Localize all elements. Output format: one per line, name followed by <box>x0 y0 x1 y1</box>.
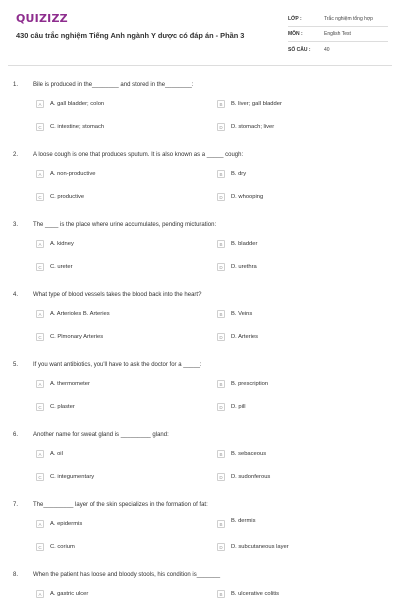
page-title: 430 câu trắc nghiệm Tiếng Anh ngành Y dược có đáp án - Phần 3 <box>16 31 245 40</box>
question-text: When the patient has loose and bloody stools, his condition is_______ <box>33 572 221 578</box>
option-letter-box: D <box>217 473 225 481</box>
option-text: B. prescription <box>231 381 269 387</box>
question-number: 8. <box>13 572 19 578</box>
answer-option-d[interactable] <box>217 123 274 131</box>
question-text: The ____ is the place where urine accumulates, pending micturation: <box>33 222 217 228</box>
quizizz-logo: QUIZIZZ <box>16 12 68 25</box>
question-text: What type of blood vessels takes the blood back into the heart? <box>33 292 202 298</box>
answer-option-a[interactable] <box>36 100 104 108</box>
option-text: C. Plmonary Arteries <box>50 334 104 340</box>
answer-option-a[interactable] <box>36 450 63 458</box>
option-text: D. subcutaneous layer <box>231 544 289 550</box>
worksheet-header <box>0 0 400 62</box>
meta-value: 40 <box>324 46 330 53</box>
option-text: A. thermometer <box>50 381 90 387</box>
option-text: A. oil <box>50 451 63 457</box>
answer-option-b[interactable] <box>217 450 266 458</box>
meta-value: Trắc nghiệm tổng hợp <box>324 16 373 22</box>
option-text: A. non-productive <box>50 171 96 177</box>
option-letter-box: C <box>36 403 44 411</box>
answer-option-c[interactable] <box>36 263 73 271</box>
option-letter-box: A <box>36 100 44 108</box>
question-number: 6. <box>13 432 19 438</box>
option-text: A. epidermis <box>50 521 83 527</box>
answer-option-a[interactable] <box>36 310 110 318</box>
meta-table <box>288 12 388 57</box>
option-text: C. productive <box>50 194 85 200</box>
option-letter-box: A <box>36 450 44 458</box>
question-text: Another name for sweat gland is _________ gland: <box>33 432 169 438</box>
option-text: A. Arterioles B. Arteries <box>50 311 110 317</box>
meta-row-subject <box>288 27 388 42</box>
option-letter-box: A <box>36 310 44 318</box>
answer-option-c[interactable] <box>36 473 94 481</box>
option-letter-box: A <box>36 240 44 248</box>
option-text: D. whooping <box>231 194 264 200</box>
question-text: The_________ layer of the skin specializes in the formation of fat: <box>33 502 208 508</box>
option-text: B. ulcerative colitis <box>231 591 280 597</box>
option-letter-box: C <box>36 473 44 481</box>
answer-option-b[interactable] <box>217 380 268 388</box>
option-text: B. sebaceous <box>231 451 267 457</box>
option-letter-box: D <box>217 333 225 341</box>
meta-label: LỚP : <box>288 16 302 22</box>
answer-option-b[interactable] <box>217 590 279 598</box>
answer-option-d[interactable] <box>217 543 289 551</box>
option-letter-box: B <box>217 170 225 178</box>
option-text: D. stomach; liver <box>231 124 275 130</box>
option-letter-box: B <box>217 520 225 528</box>
meta-label: MÔN : <box>288 31 303 37</box>
meta-row-count <box>288 42 388 57</box>
answer-option-b[interactable] <box>217 100 282 108</box>
answer-option-d[interactable] <box>217 473 270 481</box>
option-text: C. integumentary <box>50 474 95 480</box>
question-number: 3. <box>13 222 19 228</box>
answer-option-d[interactable] <box>217 333 258 341</box>
option-letter-box: B <box>217 380 225 388</box>
meta-row-class <box>288 12 388 27</box>
answer-option-b[interactable] <box>217 520 255 528</box>
question-text: A loose cough is one that produces sputum. It is also known as a _____ cough: <box>33 152 244 158</box>
answer-option-a[interactable] <box>36 380 90 388</box>
option-text: A. gall bladder; colon <box>50 101 105 107</box>
answer-option-c[interactable] <box>36 333 103 341</box>
option-text: B. dry <box>231 171 247 177</box>
option-text: C. intestine; stomach <box>50 124 105 130</box>
option-letter-box: D <box>217 403 225 411</box>
option-text: B. dermis <box>231 518 256 524</box>
option-text: D. Arteries <box>231 334 259 340</box>
answer-option-c[interactable] <box>36 123 104 131</box>
option-letter-box: B <box>217 240 225 248</box>
header-divider <box>8 65 392 66</box>
option-letter-box: C <box>36 333 44 341</box>
answer-option-d[interactable] <box>217 193 263 201</box>
answer-option-b[interactable] <box>217 310 252 318</box>
option-letter-box: B <box>217 310 225 318</box>
question-number: 5. <box>13 362 19 368</box>
option-text: B. Veins <box>231 311 253 317</box>
option-text: D. pill <box>231 404 246 410</box>
option-letter-box: A <box>36 520 44 528</box>
question-number: 1. <box>13 82 19 88</box>
option-letter-box: C <box>36 123 44 131</box>
answer-option-a[interactable] <box>36 520 82 528</box>
option-letter-box: B <box>217 590 225 598</box>
answer-option-d[interactable] <box>217 403 246 411</box>
option-letter-box: B <box>217 100 225 108</box>
answer-option-a[interactable] <box>36 170 95 178</box>
question-text: Bile is produced in the________ and stored in the________: <box>33 82 194 88</box>
option-letter-box: A <box>36 590 44 598</box>
option-letter-box: D <box>217 543 225 551</box>
option-letter-box: D <box>217 263 225 271</box>
answer-option-a[interactable] <box>36 590 88 598</box>
question-number: 2. <box>13 152 19 158</box>
option-text: D. sudonferous <box>231 474 271 480</box>
meta-label: SỐ CÂU : <box>288 46 311 53</box>
option-letter-box: A <box>36 170 44 178</box>
answer-option-c[interactable] <box>36 403 75 411</box>
answer-option-c[interactable] <box>36 543 75 551</box>
option-text: C. plaster <box>50 404 75 410</box>
option-letter-box: B <box>217 450 225 458</box>
meta-value: English Test <box>324 31 351 37</box>
option-text: C. ureter <box>50 264 73 270</box>
option-letter-box: C <box>36 543 44 551</box>
option-text: A. gastric ulcer <box>50 591 89 597</box>
option-text: D. urethra <box>231 264 257 270</box>
option-letter-box: C <box>36 263 44 271</box>
answer-option-c[interactable] <box>36 193 84 201</box>
option-text: C. corium <box>50 544 75 550</box>
answer-option-d[interactable] <box>217 263 257 271</box>
option-letter-box: A <box>36 380 44 388</box>
option-letter-box: D <box>217 123 225 131</box>
question-number: 7. <box>13 502 19 508</box>
question-text: If you want antibiotics, you'll have to ask the doctor for a _____: <box>33 362 202 368</box>
answer-option-b[interactable] <box>217 240 257 248</box>
option-text: A. kidney <box>50 241 74 247</box>
option-text: B. liver; gall bladder <box>231 101 282 107</box>
option-letter-box: C <box>36 193 44 201</box>
question-number: 4. <box>13 292 19 298</box>
answer-option-b[interactable] <box>217 170 246 178</box>
option-letter-box: D <box>217 193 225 201</box>
option-text: B. bladder <box>231 241 258 247</box>
answer-option-a[interactable] <box>36 240 74 248</box>
